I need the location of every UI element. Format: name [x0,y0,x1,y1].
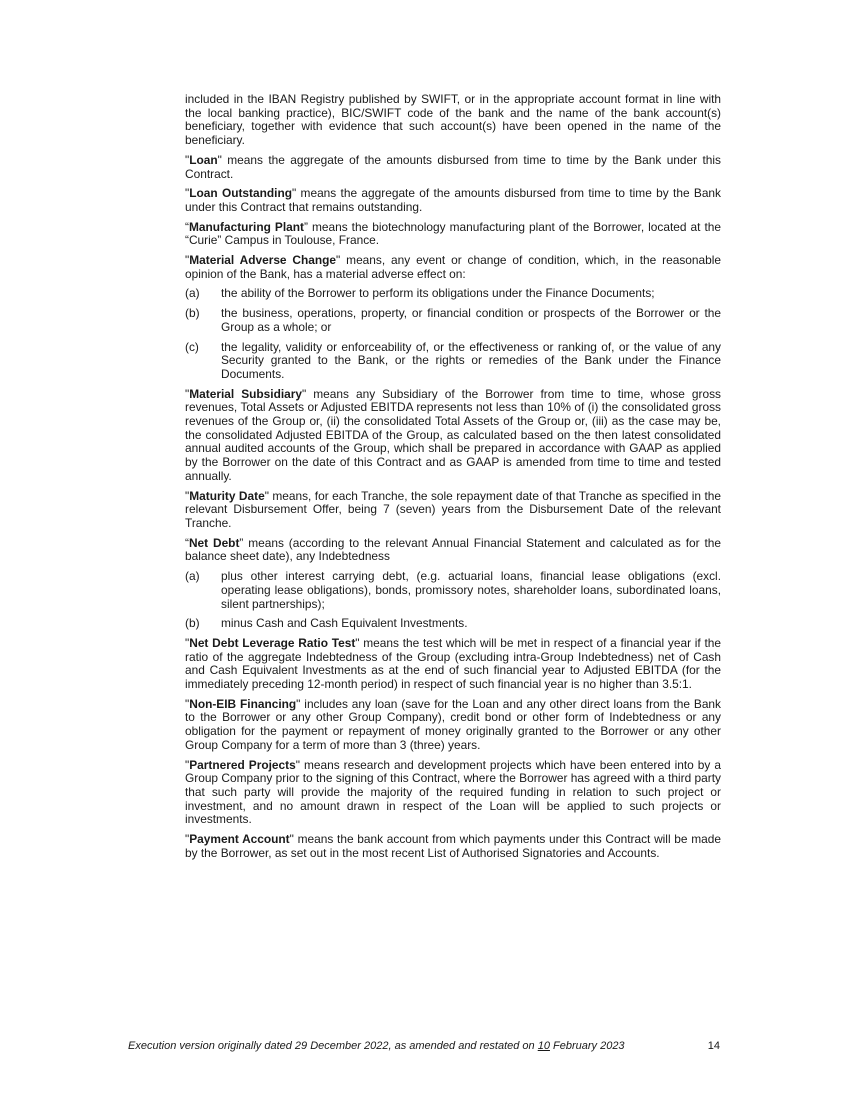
definition-manufacturing-plant: “Manufacturing Plant” means the biotechnology manufacturing plant of the Borrower, located at the “Curie” Campus in Toulouse, France. [185,219,721,248]
definition-text: means any Subsidiary of the Borrower from time to time, whose gross revenues, Total Assets or Adjusted EBITDA represents not less than 10% of (i) the consolidated gross revenues of the Group or, (ii) the consolidated Total Assets of the Group or, (iii) as the case may be, the consolidated Adjusted EBITDA of the Group, as calculated based on the then latest consolidated annual audited accounts of the Group, which shall be prepared in accordance with GAAP as applied by the Borrower on the date of this Contract and as GAAP is amended from time to time and tested annually. [185,386,721,483]
list-item [185,617,721,631]
list-item [185,287,721,301]
definition-material-adverse-change: "Material Adverse Change" means, any event or change of condition, which, in the reasonable opinion of the Bank, has a material adverse effect on: [185,253,721,281]
list-item [185,341,721,382]
document-body [185,93,721,866]
definition-partnered-projects: "Partnered Projects" means research and development projects which have been entered into by a Group Company prior to the signing of this Contract, where the Borrower has agreed with a third party that such party will provide the majority of the required funding in relation to such project or investment, and no amount drawn in respect of the Loan will be applied to such projects or investments. [185,757,721,827]
page-footer [128,1040,720,1052]
defined-term: Maturity Date [189,488,265,503]
definition-text: means the aggregate of the amounts disbursed from time to time by the Bank under this Contract. [185,152,721,181]
defined-term: Net Debt Leverage Ratio Test [189,635,356,650]
definition-text: means the aggregate of the amounts disbursed from time to time by the Bank under this Contract that remains outstanding. [185,186,721,214]
defined-term: Payment Account [189,832,290,847]
definition-payment-account: "Payment Account" means the bank account from which payments under this Contract will be made by the Borrower, as set out in the most recent List of Authorised Signatories and Accounts. [185,832,721,860]
definition-text: includes any loan (save for the Loan and any other direct loans from the Bank to the Borrower or any other Group Company), credit bond or other form of Indebtedness or any obligation for the payment or repayment of money originally granted to the Borrower or any other Group Company for a term of more than 3 (three) years. [185,696,721,752]
definition-text: means, for each Tranche, the sole repayment date of that Tranche as specified in the relevant Disbursement Offer, being 7 (seven) years from the Disbursement Date of the relevant Tranche. [185,488,721,530]
definition-non-eib-financing: "Non-EIB Financing" includes any loan (save for the Loan and any other direct loans from the Bank to the Borrower or any other Group Company), credit bond or other form of Indebtedness or any obligation for the payment or repayment of money originally granted to the Borrower or any other Group Company for a term of more than 3 (three) years. [185,696,721,752]
definition-text: means the biotechnology manufacturing plant of the Borrower, located at the “Curie” Campus in Toulouse, France. [185,219,721,248]
footer-underlined-day: 10 [537,1040,550,1052]
definition-loan-outstanding: "Loan Outstanding" means the aggregate of the amounts disbursed from time to time by the Bank under this Contract that remains outstanding. [185,186,721,214]
definition-text: means, any event or change of condition, which, in the reasonable opinion of the Bank, has a material adverse effect on: [185,253,721,281]
list-item [185,307,721,334]
defined-term: Loan Outstanding [189,186,292,201]
defined-term: Material Adverse Change [189,253,337,268]
item-label: (a) [185,286,200,301]
footer-version-note: Execution version originally dated 29 December 2022, as amended and restated on 10 February 2023 [128,1040,625,1052]
definition-net-debt-leverage-ratio-test: "Net Debt Leverage Ratio Test" means the test which will be met in respect of a financial year if the ratio of the aggregate Indebtedness of the Group (excluding intra-Group Indebtedness) net of Cash and Cash Equivalent Investments as at the end of such financial year to Adjusted EBITDA (for the immediately preceding 12-month period) in respect of such financial year is no higher than 3.5:1. [185,635,721,692]
item-text: the legality, validity or enforceability of, or the effectiveness or ranking of, or the value of any Security granted to the Bank, or the rights or remedies of the Bank under the Finance Documents. [221,339,721,381]
defined-term: Net Debt [188,535,240,550]
item-text: minus Cash and Cash Equivalent Investments. [221,616,468,631]
intro-paragraph: included in the IBAN Registry published by SWIFT, or in the appropriate account format in line with the local banking practice), BIC/SWIFT code of the bank and the name of the bank account(s) beneficiary, together with evidence that such account(s) have been opened in the name of the beneficiary. [185,92,721,148]
definition-material-subsidiary: "Material Subsidiary" means any Subsidiary of the Borrower from time to time, whose gross revenues, Total Assets or Adjusted EBITDA represents not less than 10% of (i) the consolidated gross revenues of the Group or, (ii) the consolidated Total Assets of the Group or, (iii) as the case may be, the consolidated Adjusted EBITDA of the Group, as calculated based on the then latest consolidated annual audited accounts of the Group, which shall be prepared in accordance with GAAP as applied by the Borrower on the date of this Contract and as GAAP is amended from time to time and tested annually. [185,386,721,483]
item-label: (a) [185,569,200,584]
list-item [185,570,721,611]
defined-term: Material Subsidiary [189,386,302,401]
item-label: (b) [185,616,200,631]
definition-text: means the test which will be met in respect of a financial year if the ratio of the aggregate Indebtedness of the Group (excluding intra-Group Indebtedness) net of Cash and Cash Equivalent Investments as at the end of such financial year to Adjusted EBITDA (for the immediately preceding 12-month period) in respect of such financial year is no higher than 3.5:1. [185,635,721,692]
item-text: the ability of the Borrower to perform its obligations under the Finance Documents; [221,286,655,301]
definition-text: means (according to the relevant Annual Financial Statement and calculated as for the balance sheet date), any Indebtedness [185,535,722,564]
item-text: plus other interest carrying debt, (e.g. actuarial loans, financial lease obligations (excl. operating lease obligations), bonds, promissory notes, shareholder loans, subordinated loans, silent partnerships); [221,569,721,611]
page-number: 14 [707,1040,720,1052]
defined-term: Non-EIB Financing [189,696,297,711]
item-label: (b) [185,306,200,321]
item-text: the business, operations, property, or financial condition or prospects of the Borrower or the Group as a whole; or [221,306,721,334]
defined-term: Partnered Projects [189,757,296,772]
definition-net-debt: “Net Debt” means (according to the relevant Annual Financial Statement and calculated as for the balance sheet date), any Indebtedness [185,535,722,564]
defined-term: Loan [189,152,218,167]
definition-text: means the bank account from which payments under this Contract will be made by the Borrower, as set out in the most recent List of Authorised Signatories and Accounts. [185,832,721,860]
defined-term: Manufacturing Plant [188,219,304,234]
item-label: (c) [185,339,199,354]
definition-loan: "Loan" means the aggregate of the amounts disbursed from time to time by the Bank under this Contract. [185,152,721,181]
definition-text: means research and development projects which have been entered into by a Group Company prior to the signing of this Contract, where the Borrower has agreed with a third party that such party will provide the majority of the required funding in relation to such project or investment, and no amount drawn in respect of the Loan will be applied to such projects or investments. [185,757,721,827]
definition-maturity-date: "Maturity Date" means, for each Tranche, the sole repayment date of that Tranche as specified in the relevant Disbursement Offer, being 7 (seven) years from the Disbursement Date of the relevant Tranche. [185,488,721,530]
